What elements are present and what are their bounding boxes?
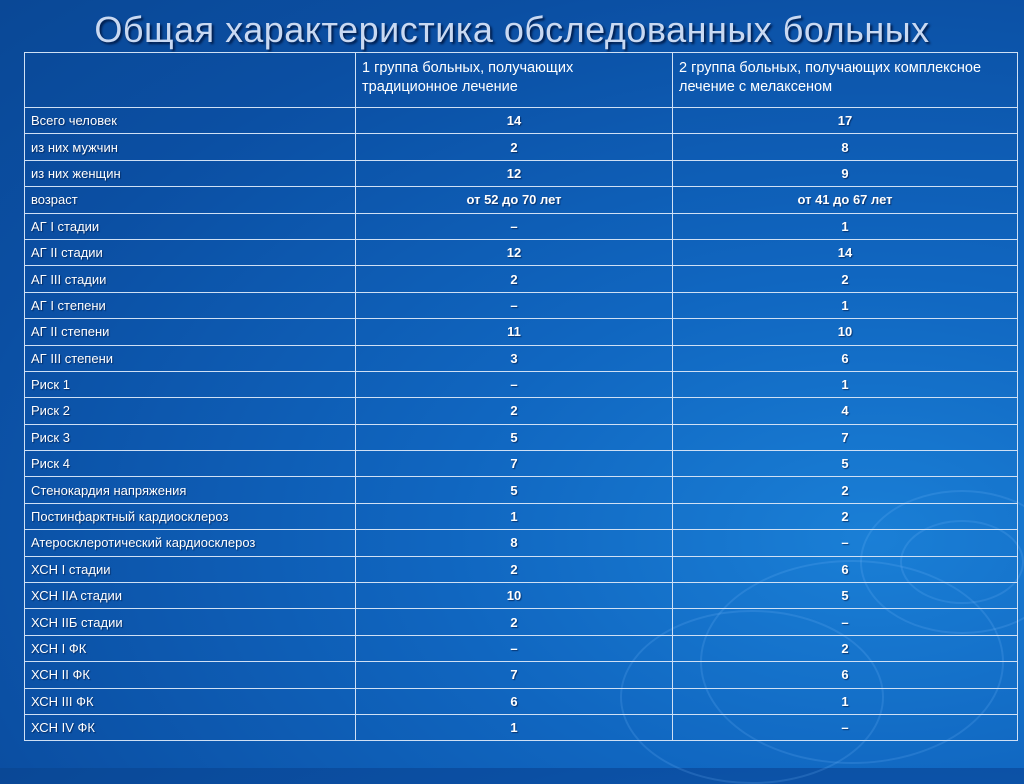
table-row: [25, 160, 1018, 186]
group-2-value-cell: 5: [673, 451, 1018, 477]
group-2-value-cell: 1: [673, 371, 1018, 397]
row-label-cell: АГ I степени: [25, 292, 356, 318]
group-2-value-cell: 8: [673, 134, 1018, 160]
group-2-value-cell: –: [673, 609, 1018, 635]
row-label-cell: Постинфарктный кардиосклероз: [25, 503, 356, 529]
group-2-value-cell: 6: [673, 345, 1018, 371]
row-label-cell: Всего человек: [25, 108, 356, 134]
group-1-value-cell: 7: [356, 662, 673, 688]
table-row: [25, 609, 1018, 635]
group-2-value-cell: 1: [673, 213, 1018, 239]
table-row: [25, 688, 1018, 714]
group-2-value-cell: –: [673, 714, 1018, 740]
row-label-cell: ХСН II ФК: [25, 662, 356, 688]
table-row: [25, 635, 1018, 661]
group-1-value-cell: 1: [356, 503, 673, 529]
group-1-value-cell: 14: [356, 108, 673, 134]
table-row: [25, 477, 1018, 503]
group-2-value-cell: 9: [673, 160, 1018, 186]
group-1-value-cell: 2: [356, 134, 673, 160]
group-1-value-cell: –: [356, 213, 673, 239]
table-row: [25, 424, 1018, 450]
group-1-value-cell: 12: [356, 239, 673, 265]
table-row: [25, 714, 1018, 740]
patients-table-container: [24, 52, 1017, 741]
group-1-value-cell: –: [356, 371, 673, 397]
group-1-value-cell: 12: [356, 160, 673, 186]
row-label-cell: Риск 2: [25, 398, 356, 424]
row-label-cell: Атеросклеротический кардиосклероз: [25, 530, 356, 556]
row-label-cell: ХСН IV ФК: [25, 714, 356, 740]
group-2-value-cell: 5: [673, 583, 1018, 609]
table-row: [25, 662, 1018, 688]
group-1-value-cell: 2: [356, 266, 673, 292]
group-2-value-cell: 14: [673, 239, 1018, 265]
group-2-value-cell: от 41 до 67 лет: [673, 187, 1018, 213]
row-label-cell: Риск 3: [25, 424, 356, 450]
row-label-cell: Стенокардия напряжения: [25, 477, 356, 503]
slide-title: Общая характеристика обследованных больных: [94, 9, 930, 50]
group-2-value-cell: 1: [673, 292, 1018, 318]
table-row: [25, 187, 1018, 213]
row-label-cell: АГ III стадии: [25, 266, 356, 292]
group-2-value-cell: 6: [673, 662, 1018, 688]
group-2-value-cell: 1: [673, 688, 1018, 714]
group-1-value-cell: 6: [356, 688, 673, 714]
row-label-cell: Риск 1: [25, 371, 356, 397]
row-label-cell: АГ II степени: [25, 319, 356, 345]
table-row: [25, 292, 1018, 318]
group-2-value-cell: –: [673, 530, 1018, 556]
patients-characteristics-table: [24, 52, 1018, 741]
header-group-1: 1 группа больных, получающих традиционное лечение: [356, 53, 673, 108]
group-1-value-cell: 2: [356, 609, 673, 635]
row-label-cell: ХСН I стадии: [25, 556, 356, 582]
group-1-value-cell: 5: [356, 424, 673, 450]
table-row: [25, 451, 1018, 477]
group-2-value-cell: 10: [673, 319, 1018, 345]
row-label-cell: из них женщин: [25, 160, 356, 186]
group-1-value-cell: 3: [356, 345, 673, 371]
table-row: [25, 266, 1018, 292]
group-1-value-cell: –: [356, 635, 673, 661]
group-1-value-cell: 10: [356, 583, 673, 609]
table-row: [25, 371, 1018, 397]
table-row: [25, 134, 1018, 160]
row-label-cell: из них мужчин: [25, 134, 356, 160]
row-label-cell: АГ I стадии: [25, 213, 356, 239]
group-1-value-cell: 1: [356, 714, 673, 740]
row-label-cell: ХСН III ФК: [25, 688, 356, 714]
group-1-value-cell: 8: [356, 530, 673, 556]
group-2-value-cell: 2: [673, 477, 1018, 503]
table-row: [25, 398, 1018, 424]
table-row: [25, 239, 1018, 265]
row-label-cell: АГ III степени: [25, 345, 356, 371]
group-1-value-cell: 5: [356, 477, 673, 503]
header-group-2: 2 группа больных, получающих комплексное лечение с мелаксеном: [673, 53, 1018, 108]
table-body: [25, 108, 1018, 741]
table-header-row: [25, 53, 1018, 108]
table-row: [25, 556, 1018, 582]
row-label-cell: АГ II стадии: [25, 239, 356, 265]
row-label-cell: возраст: [25, 187, 356, 213]
group-2-value-cell: 2: [673, 635, 1018, 661]
group-2-value-cell: 2: [673, 503, 1018, 529]
header-empty-cell: [25, 53, 356, 108]
row-label-cell: ХСН IIA стадии: [25, 583, 356, 609]
group-1-value-cell: от 52 до 70 лет: [356, 187, 673, 213]
group-1-value-cell: 7: [356, 451, 673, 477]
group-1-value-cell: 2: [356, 556, 673, 582]
group-2-value-cell: 4: [673, 398, 1018, 424]
row-label-cell: Риск 4: [25, 451, 356, 477]
table-row: [25, 108, 1018, 134]
group-2-value-cell: 6: [673, 556, 1018, 582]
table-row: [25, 530, 1018, 556]
group-2-value-cell: 2: [673, 266, 1018, 292]
row-label-cell: ХСН IIБ стадии: [25, 609, 356, 635]
table-row: [25, 213, 1018, 239]
group-1-value-cell: 11: [356, 319, 673, 345]
table-row: [25, 345, 1018, 371]
row-label-cell: ХСН I ФК: [25, 635, 356, 661]
group-1-value-cell: –: [356, 292, 673, 318]
table-row: [25, 503, 1018, 529]
table-row: [25, 319, 1018, 345]
group-1-value-cell: 2: [356, 398, 673, 424]
group-2-value-cell: 17: [673, 108, 1018, 134]
group-2-value-cell: 7: [673, 424, 1018, 450]
table-row: [25, 583, 1018, 609]
